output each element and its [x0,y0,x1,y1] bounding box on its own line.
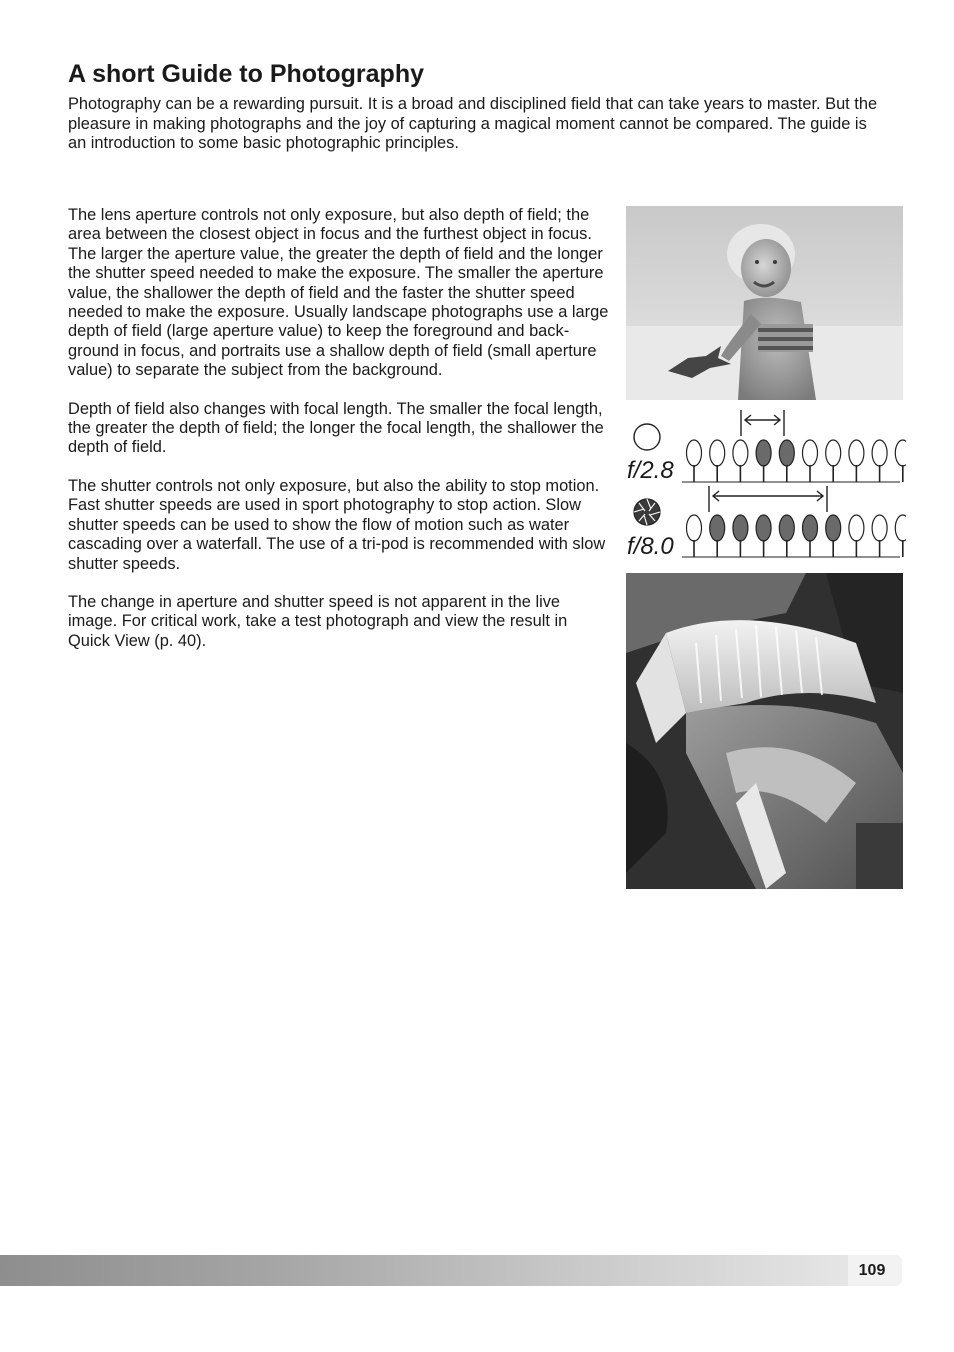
tree-icon-in-focus [803,515,818,557]
tree-icon [872,440,887,482]
focus-range-arrow-f28 [741,410,784,436]
tree-icon [849,440,864,482]
tree-row-f28 [687,440,907,482]
body-text-column [68,206,613,670]
tree-icon [733,440,748,482]
tree-icon-in-focus [756,515,771,557]
depth-of-field-diagram [624,408,906,564]
tree-row-f80 [687,515,907,557]
open-aperture-icon [634,424,660,450]
shutter-paragraph: The shutter controls not only exposure, but also the ability to stop motion. Fast shutter speeds are used in sport photography to stop action. Slow shutter speeds can be used to show the flow of motion such as water cascading over a waterfall. The use of a tri-pod is recommended with slow shutter speeds. [68,476,606,573]
focus-range-arrow-f80 [709,486,827,512]
focal-length-paragraph: Depth of field also changes with focal length. The smaller the focal length, the greater the depth of field; the longer the focal length, the shallower the depth of field. [68,399,604,457]
tree-icon [687,515,702,557]
waterfall-photo [626,573,903,889]
live-image-paragraph: The change in aperture and shutter speed is not apparent in the live image. For critical work, take a test photograph and view the result in Quick View (p. 40). [68,592,568,650]
aperture-paragraph: The lens aperture controls not only exposure, but also depth of field; the area between the closest object in focus and the furthest object in focus. The larger the aperture value, the greater the depth of field and the longer the shutter speed needed to make the exposure. The smaller the aperture value, the shallower the depth of field and the faster the shutter speed needed to make the exposure. Usually landscape photographs use a large depth of field (large aperture value) to keep the foreground and back-ground in focus, and portraits use a shallow depth of field (small aperture value) to separate the subject from the background. [68,206,609,380]
tree-icon [803,440,818,482]
tree-icon [710,440,725,482]
tree-icon [826,440,841,482]
intro-paragraph: Photography can be a rewarding pursuit. It is a broad and disciplined field that can take years to master. But the pleasure in making photographs and the joy of capturing a magical moment cannot be compared. The guide is an introduction to some basic photographic principles. [68,95,878,153]
page-title: A short Guide to Photography [68,60,425,88]
tree-icon-in-focus [710,515,725,557]
tree-icon [687,440,702,482]
tree-icon [895,515,906,557]
tree-icon [849,515,864,557]
tree-icon-in-focus [779,515,794,557]
footer-bar [0,1255,902,1286]
tree-icon-in-focus [826,515,841,557]
tree-icon-in-focus [779,440,794,482]
aperture-label-f28: f/2.8 [627,457,674,484]
stopped-down-aperture-icon [634,499,660,525]
tree-icon [895,440,906,482]
page-number: 109 [858,1262,886,1279]
child-at-beach-photo [626,206,903,400]
aperture-label-f80: f/8.0 [627,533,674,560]
tree-icon-in-focus [756,440,771,482]
tree-icon [872,515,887,557]
tree-icon-in-focus [733,515,748,557]
